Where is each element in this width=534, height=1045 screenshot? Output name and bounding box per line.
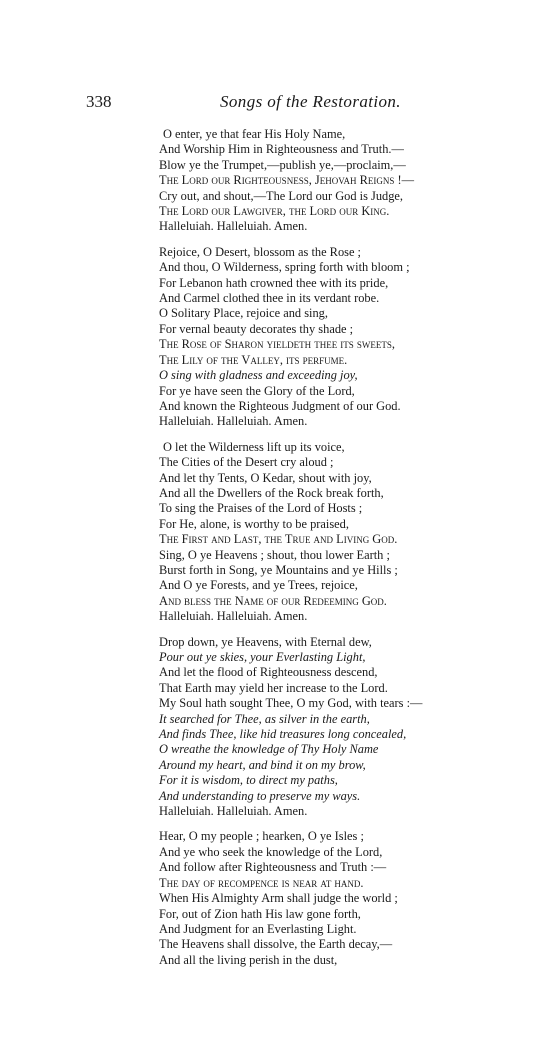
poem-line: Burst forth in Song, ye Mountains and ye Hills ; xyxy=(159,562,398,577)
poem-line: When His Almighty Arm shall judge the world ; xyxy=(159,891,398,906)
poem-line: Hear, O my people ; hearken, O ye Isles ; xyxy=(159,829,364,844)
page-header xyxy=(0,92,534,116)
poem-line: And Carmel clothed thee in its verdant robe. xyxy=(159,291,380,306)
poem-line: The Heavens shall dissolve, the Earth decay,— xyxy=(159,937,393,952)
poem-line: The Lord our Lawgiver, the Lord our King. xyxy=(159,204,390,219)
poem-line: For, out of Zion hath His law gone forth, xyxy=(159,906,361,921)
poem-line: Drop down, ye Heavens, with Eternal dew, xyxy=(159,634,372,649)
poem-line: And let thy Tents, O Kedar, shout with joy, xyxy=(159,470,372,485)
poem-line: For vernal beauty decorates thy shade ; xyxy=(159,321,354,336)
poem-line: Cry out, and shout,—The Lord our God is Judge, xyxy=(159,188,404,203)
stanza xyxy=(159,635,529,820)
poem-line: And finds Thee, like hid treasures long concealed, xyxy=(159,727,407,742)
poem-line: It searched for Thee, as silver in the earth, xyxy=(159,711,370,726)
poem-line: And known the Righteous Judgment of our God. xyxy=(159,398,401,413)
poem-line: To sing the Praises of the Lord of Hosts ; xyxy=(159,501,363,516)
poem-line: My Soul hath sought Thee, O my God, with tears :— xyxy=(159,696,423,711)
poem-line: And ye who seek the knowledge of the Lord, xyxy=(159,844,383,859)
stanza xyxy=(159,245,529,430)
poem-line: And Judgment for an Everlasting Light. xyxy=(159,921,357,936)
poem-line: Pour out ye skies, your Everlasting Light, xyxy=(159,650,366,664)
poem-line: That Earth may yield her increase to the Lord. xyxy=(159,680,388,695)
poem-line: Around my heart, and bind it on my brow, xyxy=(159,757,366,772)
poem-line: And let the flood of Righteousness descend, xyxy=(159,665,378,680)
poem-line: For He, alone, is worthy to be praised, xyxy=(159,516,349,531)
poem-line: Halleluiah. Halleluiah. Amen. xyxy=(159,609,308,624)
poem-line: The First and Last, the True and Living God. xyxy=(159,532,398,547)
poem-line: Halleluiah. Halleluiah. Amen. xyxy=(159,414,308,429)
poem-line: And all the Dwellers of the Rock break forth, xyxy=(159,485,384,500)
stanza xyxy=(159,440,529,625)
poem-line: The Rose of Sharon yieldeth thee its sweets, xyxy=(159,337,395,352)
poem-line: The Lord our Righteousness, Jehovah Reigns !— xyxy=(159,173,415,188)
poem-line: For ye have seen the Glory of the Lord, xyxy=(159,383,355,398)
poem-line: The Lily of the Valley, its perfume. xyxy=(159,352,348,367)
poem-line: And follow after Righteousness and Truth :— xyxy=(159,860,387,875)
running-title: Songs of the Restoration. xyxy=(220,92,401,111)
poem-line: For it is wisdom, to direct my paths, xyxy=(159,773,338,788)
poem-line: Halleluiah. Halleluiah. Amen. xyxy=(159,219,308,234)
poem-line: For Lebanon hath crowned thee with its pride, xyxy=(159,275,389,290)
poem-line: And Worship Him in Righteousness and Truth.— xyxy=(159,142,404,157)
poem-line: O sing with gladness and exceeding joy, xyxy=(159,368,358,383)
poem-line: O enter, ye that fear His Holy Name, xyxy=(163,127,346,141)
poem-line: O wreathe the knowledge of Thy Holy Name xyxy=(159,742,379,757)
poem-line: Halleluiah. Halleluiah. Amen. xyxy=(159,804,308,819)
poem-line: O Solitary Place, rejoice and sing, xyxy=(159,306,328,321)
stanza xyxy=(159,829,529,968)
poem-line: Sing, O ye Heavens ; shout, thou lower Earth ; xyxy=(159,547,390,562)
poem-line: And O ye Forests, and ye Trees, rejoice, xyxy=(159,578,358,593)
stanza xyxy=(159,127,529,235)
poem-line: And all the living perish in the dust, xyxy=(159,952,338,967)
poem-body xyxy=(159,127,529,978)
poem-line: The day of recompence is near at hand. xyxy=(159,875,364,890)
poem-line: Rejoice, O Desert, blossom as the Rose ; xyxy=(159,244,362,259)
poem-line: O let the Wilderness lift up its voice, xyxy=(163,439,345,454)
poem-line: And bless the Name of our Redeeming God. xyxy=(159,593,387,608)
poem-line: And understanding to preserve my ways. xyxy=(159,788,361,803)
page-number: 338 xyxy=(86,92,112,111)
poem-line: Blow ye the Trumpet,—publish ye,—proclaim,— xyxy=(159,157,406,172)
poem-line: And thou, O Wilderness, spring forth with bloom ; xyxy=(159,260,410,275)
poem-line: The Cities of the Desert cry aloud ; xyxy=(159,455,334,470)
